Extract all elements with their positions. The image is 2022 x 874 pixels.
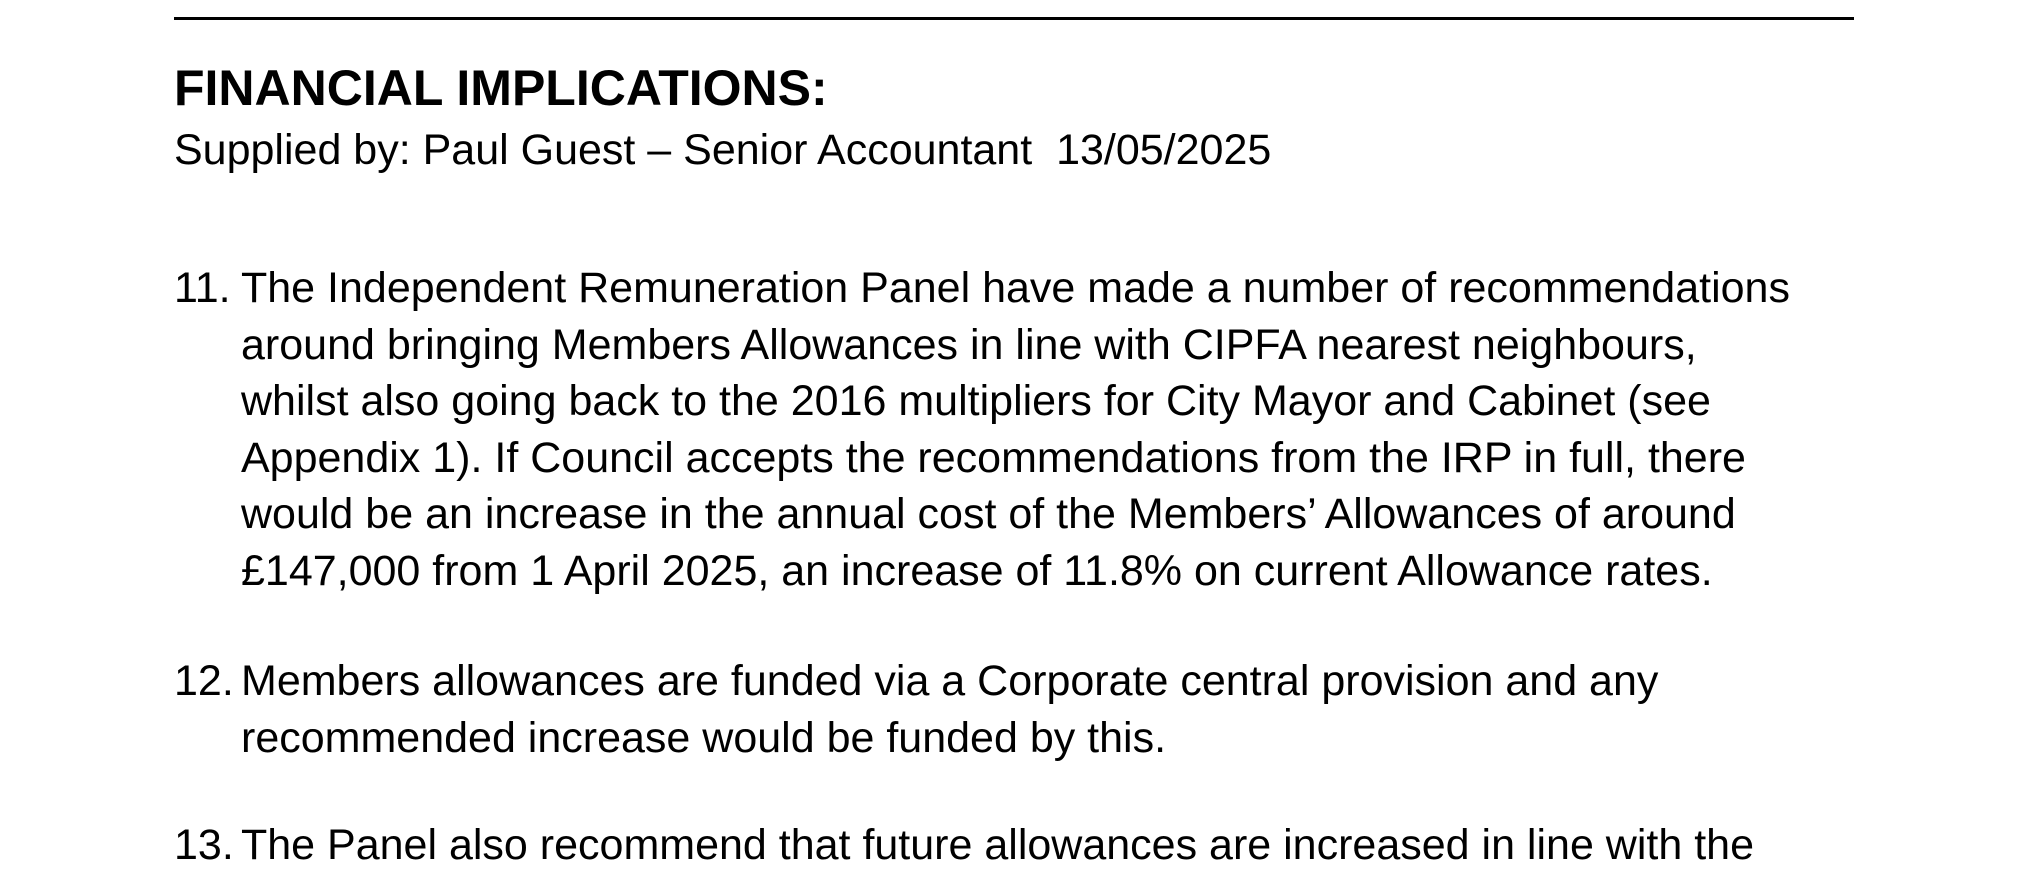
paragraph-number: 12. <box>174 657 234 705</box>
paragraph-number: 13. <box>174 821 234 869</box>
paragraph-body <box>241 260 1934 599</box>
paragraph-13 <box>174 817 1934 874</box>
paragraph-body <box>241 817 1934 874</box>
paragraph-line: The Independent Remuneration Panel have made a number of recommendations <box>241 264 1790 312</box>
paragraph-line: would be an increase in the annual cost of the Members’ Allowances of around <box>241 490 1736 538</box>
paragraph-line: Members allowances are funded via a Corporate central provision and any <box>241 657 1659 705</box>
paragraph-body <box>241 653 1934 766</box>
paragraph-line: whilst also going back to the 2016 multipliers for City Mayor and Cabinet (see <box>241 377 1711 425</box>
paragraph-line: £147,000 from 1 April 2025, an increase of 11.8% on current Allowance rates. <box>241 546 1713 595</box>
supplied-by-line: Supplied by: Paul Guest – Senior Accountant 13/05/2025 <box>174 126 1272 174</box>
paragraph-11 <box>174 260 1934 599</box>
paragraph-line: recommended increase would be funded by this. <box>241 713 1167 762</box>
paragraph-number: 11. <box>174 264 231 312</box>
top-divider-rule <box>174 17 1854 20</box>
paragraph-line: Appendix 1). If Council accepts the recommendations from the IRP in full, there <box>241 433 1746 482</box>
paragraph-12 <box>174 653 1934 766</box>
section-heading: FINANCIAL IMPLICATIONS: <box>174 60 828 116</box>
paragraph-line: around bringing Members Allowances in line with CIPFA nearest neighbours, <box>241 320 1697 369</box>
paragraph-line: The Panel also recommend that future allowances are increased in line with the <box>241 821 1754 869</box>
